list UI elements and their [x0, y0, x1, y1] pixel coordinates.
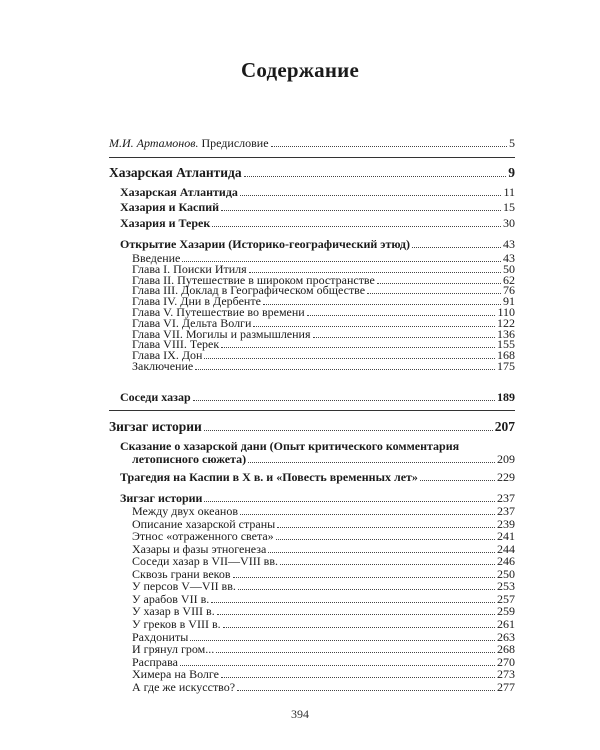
dot-leader	[182, 252, 501, 262]
dot-leader	[237, 681, 495, 691]
entry-label: Зигзаг истории	[120, 491, 203, 505]
toc-entry[interactable]	[120, 186, 515, 199]
page-ref: 62	[503, 272, 515, 287]
dot-leader	[248, 453, 495, 463]
toc-subentry[interactable]	[132, 643, 515, 656]
toc-section-part2[interactable]	[109, 419, 515, 434]
page-ref: 122	[497, 315, 515, 330]
entry-label: Хазария и Каспий	[120, 200, 220, 214]
page-ref: 237	[497, 504, 515, 518]
page-ref: 237	[497, 491, 515, 505]
entry-label: Этнос «отраженного света»	[132, 529, 274, 544]
page-ref: 268	[497, 642, 515, 657]
dot-leader	[280, 555, 495, 565]
dot-leader	[238, 580, 495, 590]
page-ref: 50	[503, 261, 515, 276]
entry-label: Описание хазарской страны	[132, 516, 276, 531]
dot-leader	[249, 263, 501, 273]
page-ref: 91	[503, 294, 515, 309]
dot-leader	[240, 505, 495, 515]
toc-entry[interactable]	[120, 201, 515, 214]
page-ref: 189	[497, 390, 515, 404]
page-ref: 241	[497, 529, 515, 544]
toc-entry-skazanie[interactable]	[120, 439, 515, 466]
entry-label: У хазар в VIII в.	[132, 604, 215, 619]
toc-entry[interactable]	[120, 217, 515, 230]
preface-author: М.И. Артамонов.	[109, 136, 199, 150]
dot-leader	[377, 274, 501, 284]
page-ref: 175	[497, 359, 515, 373]
dot-leader	[221, 338, 495, 348]
page-ref: 244	[497, 541, 515, 556]
entry-label: Глава IX. Дон	[132, 348, 203, 363]
dot-leader	[271, 137, 507, 147]
dot-leader	[193, 391, 495, 401]
entry-label: Глава I. Поиски Итиля	[132, 261, 247, 276]
entry-label: Введение	[132, 251, 181, 265]
entry-label: Трагедия на Каспии в X в. и «Повесть временных лет»	[120, 470, 418, 484]
entry-label: Глава V. Путешествие во времени	[132, 305, 305, 319]
dot-leader	[313, 328, 496, 338]
entry-label: Глава III. Доклад в Географическом обществе	[132, 283, 366, 298]
dot-leader	[212, 217, 501, 227]
dot-leader	[216, 643, 495, 653]
page-ref: 253	[497, 579, 515, 594]
page-ref: 229	[497, 470, 515, 484]
toc-entry-preface[interactable]	[109, 137, 515, 150]
section-title: Хазарская Атлантида	[109, 165, 242, 180]
section-title: Зигзаг истории	[109, 419, 202, 434]
entry-label: Расправа	[132, 654, 178, 669]
page-title: Содержание	[241, 58, 359, 82]
entry-label: Хазары и фазы этногенеза	[132, 541, 267, 556]
page-ref: 261	[497, 616, 515, 631]
dot-leader	[221, 668, 495, 678]
page-ref: 136	[497, 326, 515, 341]
dot-leader	[420, 471, 495, 481]
page-ref: 155	[497, 337, 515, 352]
toc-subentry[interactable]	[132, 618, 515, 631]
entry-label: Между двух океанов	[132, 504, 239, 518]
entry-label: Глава II. Путешествие в широком пространстве	[132, 272, 375, 287]
entry-label: Хазария и Терек	[120, 216, 211, 230]
page-ref: 76	[503, 283, 515, 298]
page-ref: 270	[497, 654, 515, 669]
entry-label: У греков в VIII в.	[132, 616, 221, 631]
page-ref: 259	[497, 604, 515, 619]
entry-label: И грянул гром...	[132, 642, 215, 657]
entry-label: Химера на Волге	[132, 667, 220, 682]
preface-label: Предисловие	[201, 136, 269, 150]
page-ref: 239	[497, 516, 515, 531]
page-ref: 277	[497, 679, 515, 694]
dot-leader	[233, 568, 495, 578]
dot-leader	[211, 593, 495, 603]
dot-leader	[276, 530, 495, 540]
dot-leader	[180, 656, 495, 666]
page-ref: 43	[503, 237, 515, 251]
dot-leader	[268, 543, 495, 553]
dot-leader	[277, 518, 495, 528]
divider	[109, 410, 515, 411]
dot-leader	[244, 167, 507, 177]
entry-label: Глава VIII. Терек	[132, 337, 220, 352]
entry-label: Соседи хазар в VII—VIII вв.	[132, 554, 279, 569]
entry-label: У арабов VII в.	[132, 591, 210, 606]
page-ref: 263	[497, 629, 515, 644]
toc-entry[interactable]	[120, 238, 515, 251]
dot-leader	[412, 238, 501, 248]
page-ref: 5	[509, 136, 515, 150]
page-ref: 207	[494, 419, 515, 434]
dot-leader	[263, 295, 501, 305]
dot-leader	[253, 317, 495, 327]
entry-label: Глава VII. Могилы и размышления	[132, 326, 311, 341]
toc-subentry[interactable]	[132, 360, 515, 373]
dot-leader	[204, 421, 493, 431]
page-ref: 15	[503, 200, 515, 214]
entry-label: Сквозь грани веков	[132, 566, 231, 581]
entry-label: Соседи хазар	[120, 390, 191, 404]
dot-leader	[217, 605, 495, 615]
page-ref: 250	[497, 566, 515, 581]
page-ref: 168	[497, 348, 515, 363]
page-ref: 273	[497, 667, 515, 682]
page-ref: 246	[497, 554, 515, 569]
toc-section-part1[interactable]	[109, 165, 515, 180]
page-ref: 30	[503, 216, 515, 230]
toc-entry-sosedi[interactable]	[120, 391, 515, 404]
entry-label: Хазарская Атлантида	[120, 185, 238, 199]
entry-label: Рахдониты	[132, 629, 189, 644]
dot-leader	[307, 306, 496, 316]
page-number: 394	[291, 707, 309, 721]
dot-leader	[367, 284, 501, 294]
divider	[109, 157, 515, 158]
entry-label: Заключение	[132, 359, 194, 373]
dot-leader	[195, 360, 495, 370]
page-ref: 257	[497, 591, 515, 606]
entry-label-line1: Сказание о хазарской дани (Опыт критического комментария	[120, 439, 460, 453]
dot-leader	[223, 618, 495, 628]
toc-subentry[interactable]	[132, 681, 515, 694]
entry-label-line2: летописного сюжета)	[132, 452, 247, 466]
entry-label: Глава VI. Дельта Волги	[132, 315, 252, 330]
page-ref: 209	[497, 452, 515, 466]
dot-leader	[221, 201, 501, 211]
page-ref: 43	[503, 251, 515, 265]
toc-entry-tragedia[interactable]	[120, 471, 515, 484]
page-ref: 9	[508, 165, 515, 180]
dot-leader	[240, 186, 502, 196]
page-ref: 110	[497, 305, 515, 319]
page-ref: 11	[503, 185, 515, 199]
entry-label: Глава IV. Дни в Дербенте	[132, 294, 261, 309]
entry-label: Открытие Хазарии (Историко-географический этюд)	[120, 237, 410, 251]
entry-label: А где же искусство?	[132, 679, 236, 694]
dot-leader	[204, 349, 495, 359]
dot-leader	[204, 492, 495, 502]
entry-label: У персов V—VII вв.	[132, 579, 236, 594]
dot-leader	[190, 631, 495, 641]
